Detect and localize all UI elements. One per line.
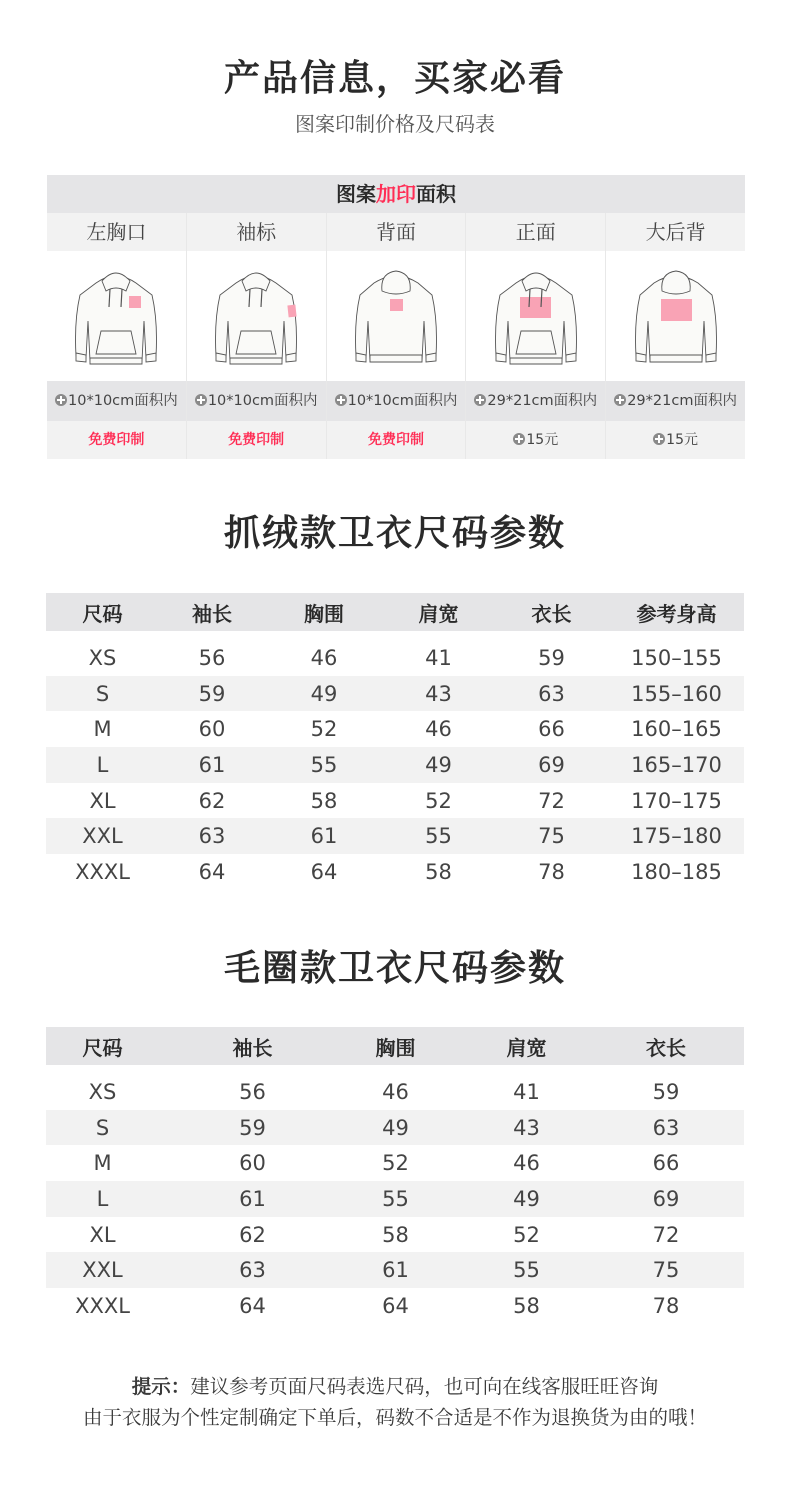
length-cell: 72: [652, 1222, 680, 1247]
sleeve-cell: 60: [198, 717, 226, 742]
size-cell: M: [93, 717, 112, 742]
length-cell: 78: [652, 1293, 680, 1318]
table-row: [46, 1145, 744, 1181]
hoodie-front-icon: [486, 261, 586, 371]
table-row: [46, 1110, 744, 1146]
hoodie-image-big-back: [605, 251, 745, 381]
free-print-label: 免费印制: [88, 432, 145, 448]
height-cell: 175–180: [631, 824, 722, 849]
table-row: [46, 783, 744, 819]
table-row: [46, 711, 744, 747]
free-print-label: 免费印制: [228, 432, 285, 448]
chest-cell: 49: [310, 681, 338, 706]
print-mark: [129, 296, 141, 308]
area-row: [47, 381, 745, 421]
fleece-table-title: 抓绒款卫衣尺码参数: [223, 513, 566, 554]
heading-post: 面积: [416, 182, 456, 206]
chest-cell: 55: [310, 752, 338, 777]
size-cell: XL: [89, 788, 116, 813]
sleeve-cell: 61: [239, 1186, 266, 1211]
sleeve-cell: 59: [198, 681, 226, 706]
price-cell: [186, 421, 326, 459]
table-row: [46, 1074, 744, 1110]
length-cell: 59: [538, 645, 565, 670]
size-cell: M: [93, 1151, 112, 1176]
shoulder-cell: 52: [513, 1222, 540, 1247]
length-cell: 69: [538, 752, 565, 777]
column-header: 肩宽: [418, 601, 459, 626]
size-cell: S: [95, 681, 110, 706]
print-mark: [661, 299, 692, 321]
shoulder-cell: 43: [513, 1115, 540, 1140]
sleeve-cell: 63: [198, 824, 226, 849]
height-cell: 165–170: [631, 752, 722, 777]
size-cell: XXXL: [75, 1293, 130, 1318]
hoodie-image-front: [465, 251, 605, 381]
heading-pre: 图案: [336, 182, 376, 206]
shoulder-cell: 49: [513, 1186, 540, 1211]
tips-line-2: 由于衣服为个性定制确定下单后，码数不合适是不作为退换货为由的哦！: [82, 1406, 707, 1429]
shoulder-cell: 46: [513, 1151, 540, 1176]
position-label: 大后背: [605, 213, 745, 251]
hoodie-back-icon: [626, 261, 726, 371]
area-text: 10*10cm面积内: [207, 393, 318, 409]
sleeve-cell: 56: [239, 1079, 266, 1104]
hoodie-front-icon: [206, 261, 306, 371]
hoodie-image-left-chest: [47, 251, 186, 381]
sleeve-cell: 62: [198, 788, 226, 813]
length-cell: 66: [538, 717, 565, 742]
tips-line-1: [0, 1371, 790, 1402]
area-cell: [326, 381, 466, 421]
length-cell: 63: [538, 681, 565, 706]
position-label: 背面: [326, 213, 466, 251]
free-print-label: 免费印制: [367, 432, 424, 448]
size-cell: XXL: [82, 824, 123, 849]
shoulder-cell: 58: [425, 859, 452, 884]
area-cell: [186, 381, 326, 421]
shoulder-cell: 41: [425, 645, 452, 670]
column-header: 肩宽: [506, 1035, 547, 1060]
table-row: [46, 854, 744, 890]
size-cell: L: [96, 752, 109, 777]
plus-circle-icon: [195, 394, 207, 406]
tips-text-1: 建议参考页面尺码表选尺码，也可向在线客服旺旺咨询: [190, 1375, 659, 1398]
sub-title: 图案印制价格及尺码表: [295, 112, 495, 136]
column-header: 袖长: [232, 1035, 273, 1060]
tips-block: [0, 1371, 790, 1433]
table-row: [46, 640, 744, 676]
length-cell: 66: [652, 1151, 680, 1176]
height-cell: 170–175: [631, 788, 722, 813]
chest-cell: 61: [310, 824, 338, 849]
hoodie-front-icon: [66, 261, 166, 371]
height-cell: 150–155: [631, 645, 722, 670]
chest-cell: 64: [382, 1293, 409, 1318]
table-row: [46, 1217, 744, 1253]
area-cell: [605, 381, 745, 421]
column-header: 胸围: [375, 1035, 416, 1060]
position-label: 正面: [465, 213, 605, 251]
heading-highlight: 加印: [376, 182, 416, 206]
tips-label: 提示：: [131, 1375, 191, 1398]
height-cell: 155–160: [631, 681, 722, 706]
length-cell: 63: [652, 1115, 680, 1140]
table-header: [46, 593, 744, 631]
price-text: 15元: [526, 432, 559, 448]
sleeve-cell: 61: [198, 752, 226, 777]
main-title: 产品信息，买家必看: [223, 58, 566, 99]
print-area-heading: [47, 175, 745, 213]
hoodie-image-sleeve: [186, 251, 326, 381]
shoulder-cell: 49: [425, 752, 452, 777]
length-cell: 75: [538, 824, 565, 849]
shoulder-cell: 46: [425, 717, 452, 742]
size-cell: XXXL: [75, 859, 130, 884]
height-cell: 180–185: [631, 859, 722, 884]
plus-circle-icon: [55, 394, 67, 406]
area-text: 10*10cm面积内: [68, 393, 178, 409]
plus-circle-icon: [653, 433, 665, 445]
chest-cell: 58: [310, 788, 338, 813]
plus-circle-icon: [335, 394, 347, 406]
chest-cell: 64: [310, 859, 338, 884]
column-header: 衣长: [646, 1035, 686, 1060]
sleeve-cell: 63: [239, 1258, 266, 1283]
price-cell: [465, 421, 605, 459]
column-header: 尺码: [82, 1035, 123, 1060]
table-header: [46, 1027, 744, 1065]
column-header: 胸围: [304, 601, 344, 626]
size-cell: XS: [88, 1079, 117, 1104]
chest-cell: 61: [382, 1258, 409, 1283]
table-row: [46, 818, 744, 854]
print-area-table: [47, 175, 745, 459]
column-header: 参考身高: [636, 601, 717, 626]
shoulder-cell: 58: [513, 1293, 540, 1318]
column-header: 衣长: [531, 601, 572, 626]
length-cell: 59: [652, 1079, 680, 1104]
size-cell: XL: [89, 1222, 116, 1247]
table-row: [46, 747, 744, 783]
price-cell: [47, 421, 186, 459]
price-row: [47, 421, 745, 459]
size-cell: S: [95, 1115, 110, 1140]
size-cell: XS: [88, 645, 117, 670]
hoodie-image-row: [47, 251, 745, 381]
length-cell: 72: [538, 788, 565, 813]
print-mark: [390, 299, 403, 311]
length-cell: 69: [652, 1186, 680, 1211]
area-cell: [465, 381, 605, 421]
length-cell: 78: [538, 859, 565, 884]
table-row: [46, 1288, 744, 1324]
sleeve-cell: 56: [198, 645, 226, 670]
terry-table-title: 毛圈款卫衣尺码参数: [223, 948, 566, 989]
hoodie-back-icon: [346, 261, 446, 371]
chest-cell: 55: [382, 1186, 409, 1211]
sleeve-cell: 60: [239, 1151, 266, 1176]
height-cell: 160–165: [631, 717, 722, 742]
chest-cell: 58: [382, 1222, 409, 1247]
chest-cell: 49: [382, 1115, 409, 1140]
shoulder-cell: 55: [513, 1258, 540, 1283]
position-label-row: [47, 213, 745, 251]
table-row: [46, 1181, 744, 1217]
area-text: 10*10cm面积内: [347, 393, 458, 409]
shoulder-cell: 55: [425, 824, 452, 849]
price-text: 15元: [666, 432, 698, 448]
chest-cell: 52: [382, 1151, 409, 1176]
sleeve-cell: 64: [198, 859, 226, 884]
position-label: 袖标: [186, 213, 326, 251]
area-text: 29*21cm面积内: [627, 393, 737, 409]
terry-size-table: [46, 1027, 744, 1324]
area-text: 29*21cm面积内: [487, 393, 598, 409]
table-row: [46, 1252, 744, 1288]
chest-cell: 46: [310, 645, 338, 670]
price-cell: [326, 421, 466, 459]
column-header: 袖长: [192, 601, 232, 626]
shoulder-cell: 52: [425, 788, 452, 813]
chest-cell: 52: [310, 717, 338, 742]
shoulder-cell: 43: [425, 681, 452, 706]
sleeve-cell: 59: [239, 1115, 266, 1140]
plus-circle-icon: [513, 433, 525, 445]
sleeve-cell: 64: [239, 1293, 266, 1318]
price-cell: [605, 421, 745, 459]
area-cell: [47, 381, 186, 421]
size-cell: XXL: [82, 1258, 123, 1283]
length-cell: 75: [652, 1258, 680, 1283]
position-label: 左胸口: [47, 213, 186, 251]
print-mark: [520, 297, 551, 318]
plus-circle-icon: [614, 394, 626, 406]
fleece-size-table: [46, 593, 744, 890]
sleeve-cell: 62: [239, 1222, 266, 1247]
shoulder-cell: 41: [513, 1079, 540, 1104]
chest-cell: 46: [382, 1079, 409, 1104]
table-row: [46, 676, 744, 712]
print-mark: [288, 305, 297, 318]
plus-circle-icon: [474, 394, 486, 406]
column-header: 尺码: [82, 601, 123, 626]
size-cell: L: [96, 1186, 109, 1211]
hoodie-image-back: [326, 251, 466, 381]
